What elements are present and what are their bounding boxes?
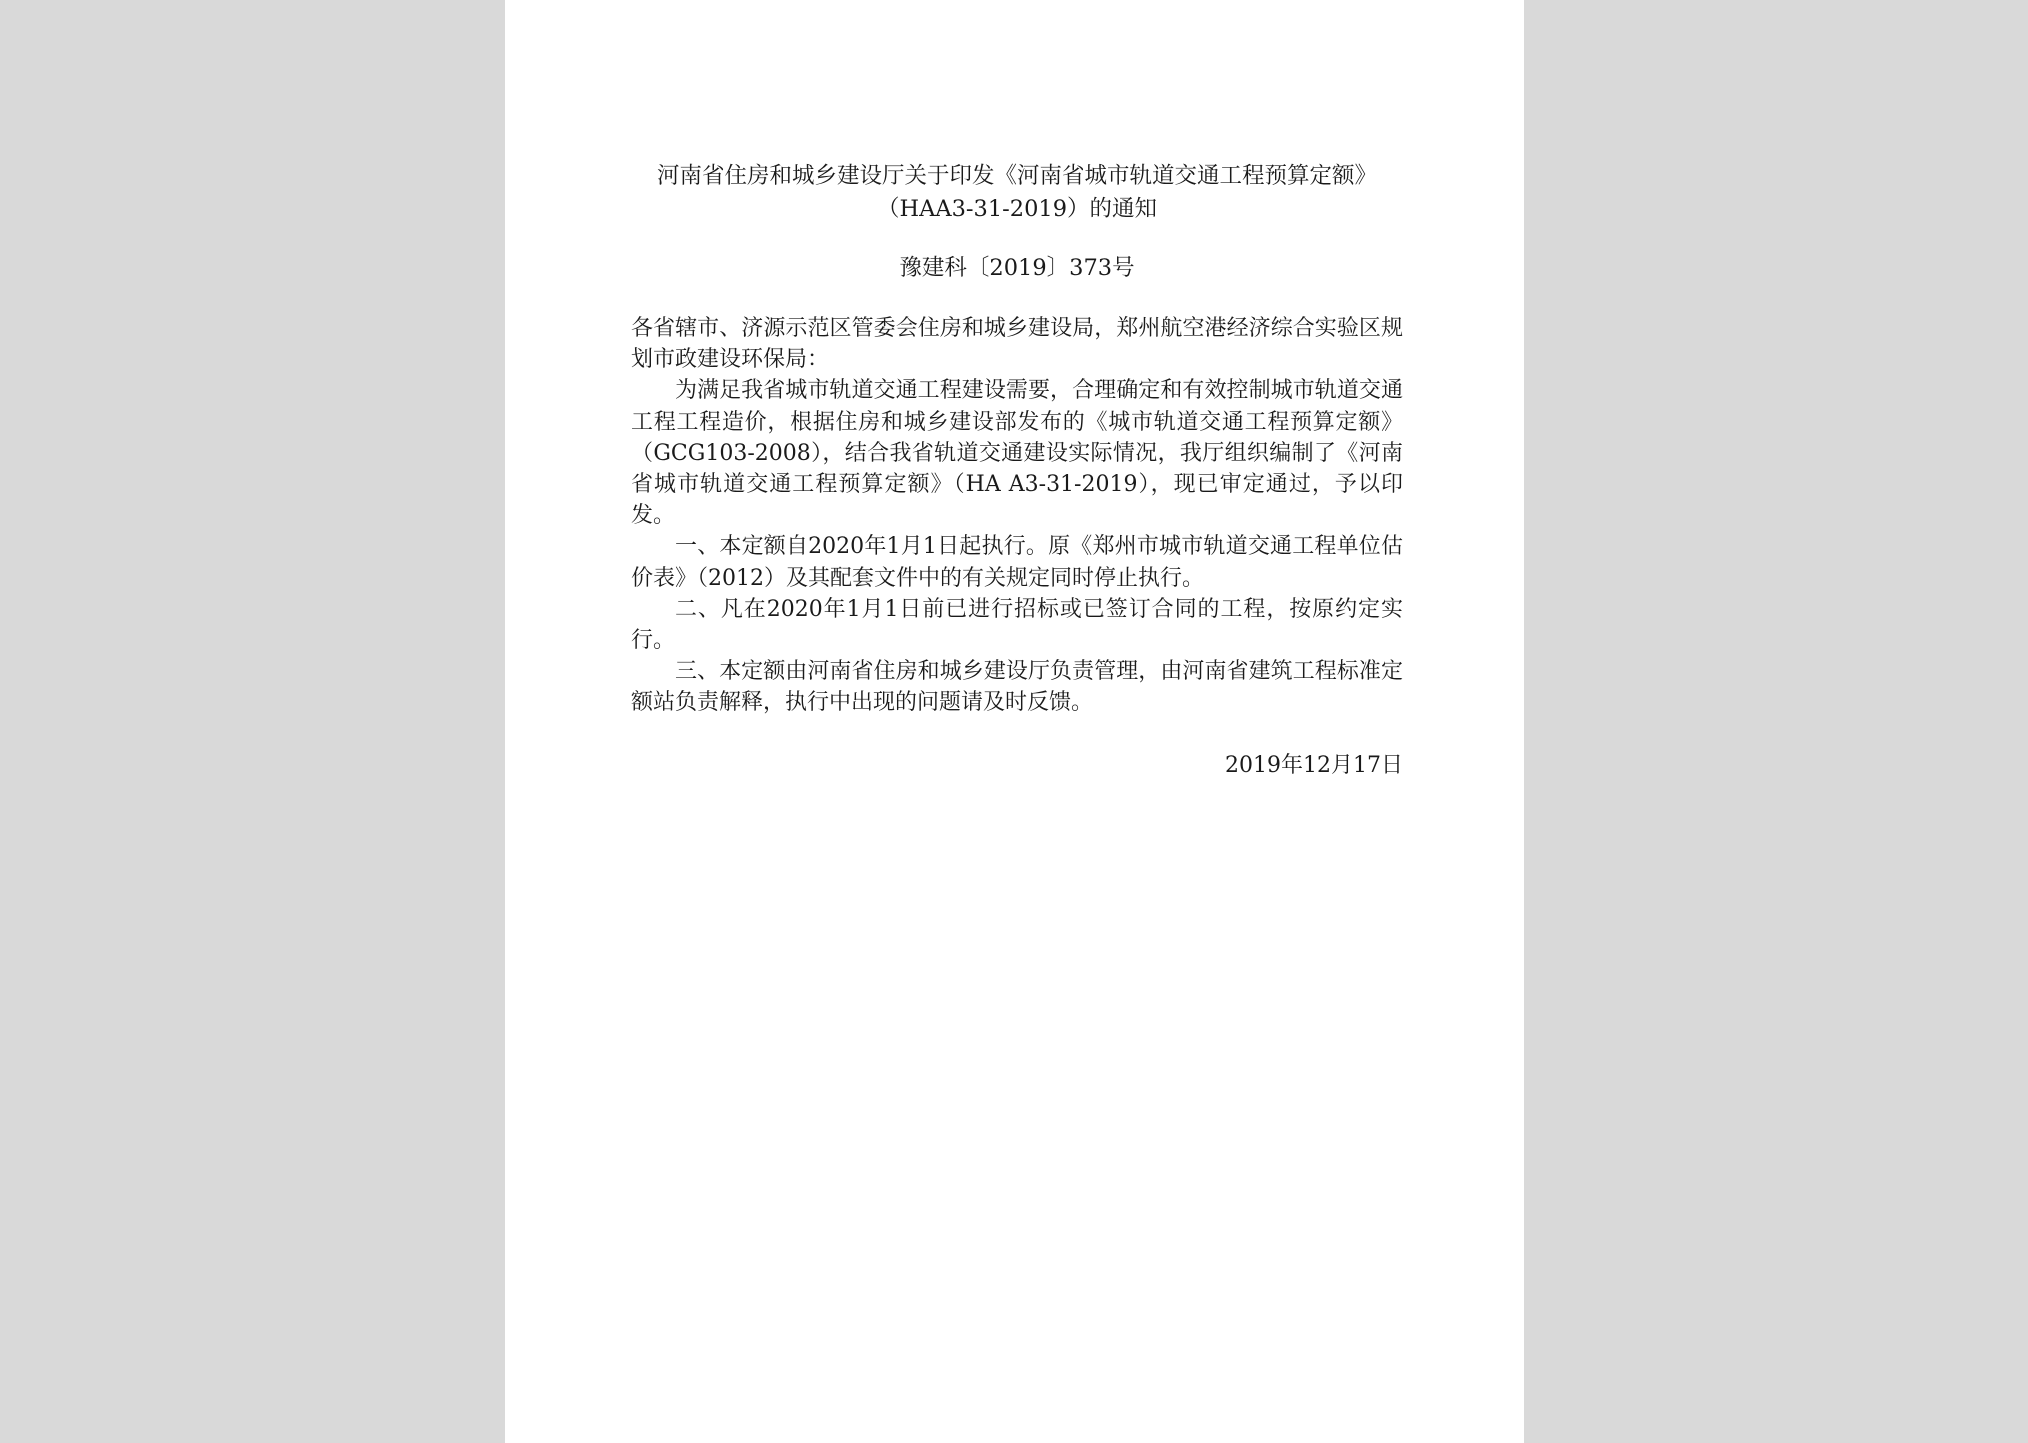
document-page <box>505 0 1524 1443</box>
title-line-2: （HAA3-31-2019）的通知 <box>876 196 1158 222</box>
paragraph-item-1: 一、本定额自2020年1月1日起执行。原《郑州市城市轨道交通工程单位估价表》（2012）及其配套文件中的有关规定同时停止执行。 <box>631 534 1403 591</box>
document-date: 2019年12月17日 <box>1225 753 1403 778</box>
paragraph-item-2: 二、凡在2020年1月1日前已进行招标或已签订合同的工程，按原约定实行。 <box>631 596 1403 654</box>
title-line-1: 河南省住房和城乡建设厅关于印发《河南省城市轨道交通工程预算定额》 <box>656 163 1377 189</box>
addressee: 各省辖市、济源示范区管委会住房和城乡建设局，郑州航空港经济综合实验区规划市政建设环保局： <box>631 316 1403 373</box>
document-number: 豫建科〔2019〕373号 <box>899 255 1135 281</box>
document-body <box>631 313 1403 719</box>
paragraph-item-3: 三、本定额由河南省住房和城乡建设厅负责管理，由河南省建筑工程标准定额站负责解释，执行中出现的问题请及时反馈。 <box>631 659 1403 716</box>
document-title <box>631 160 1403 226</box>
paragraph-intro: 为满足我省城市轨道交通工程建设需要，合理确定和有效控制城市轨道交通工程工程造价，根据住房和城乡建设部发布的《城市轨道交通工程预算定额》（GCG103-2008），结合我省轨道交通建设实际情况，我厅组织编制了《河南省城市轨道交通工程预算定额》（HA A3-31-2019），现已审定通过，予以印发。 <box>631 378 1403 529</box>
